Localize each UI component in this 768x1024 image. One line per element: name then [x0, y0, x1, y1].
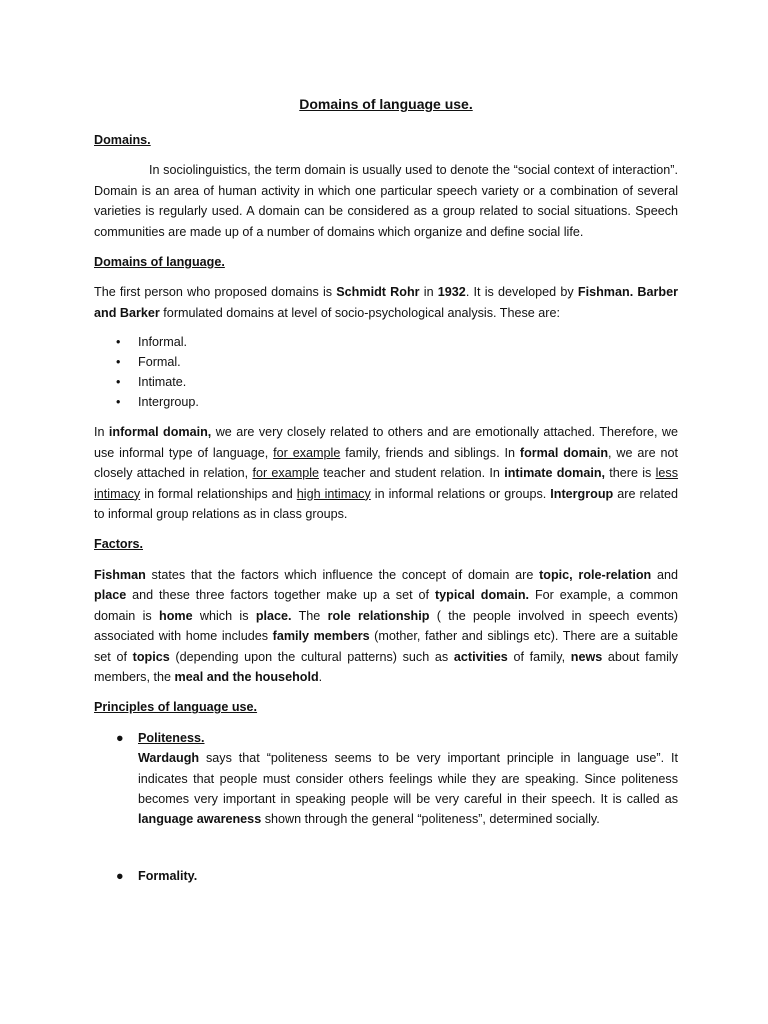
list-item-formality [94, 866, 678, 886]
bullet-icon: • [116, 355, 121, 370]
domain-types-list [94, 333, 678, 412]
list-item: • Formal. [94, 353, 678, 373]
list-item: • Intergroup. [94, 393, 678, 413]
politeness-paragraph: Wardaugh says that “politeness seems to be very important principle in language use”. It indicates that people must consider others feelings while they are speaking. Since politeness becomes very important in speaking people will be very careful in their speech. It is called as language awareness shown through the general “politeness”, determined socially. [138, 751, 678, 827]
spacer [94, 830, 678, 866]
domains-of-language-heading: Domains of language. [94, 255, 225, 270]
bullet-icon: • [116, 394, 121, 409]
list-item: • Intimate. [94, 373, 678, 393]
politeness-title: Politeness. [138, 730, 205, 745]
list-item: • Informal. [94, 333, 678, 353]
bullet-icon: • [116, 374, 121, 389]
list-item-politeness [94, 728, 678, 830]
factors-heading: Factors. [94, 537, 143, 552]
bullet-icon: • [116, 335, 121, 350]
document-page [94, 94, 678, 886]
document-title: Domains of language use. [299, 96, 473, 112]
round-bullet-icon: ● [116, 868, 124, 883]
principles-heading: Principles of language use. [94, 700, 258, 715]
factors-paragraph: Fishman states that the factors which influence the concept of domain are topic, role-relation and place and these three factors together make up a set of typical domain. For example, a common domain is home which is place. The role relationship ( the people involved in speech events) associated with home includes family members (mother, father and siblings etc). There are a suitable set of topics (depending upon the cultural patterns) such as activities of family, news about family members, the meal and the household. [94, 567, 678, 684]
principles-list [94, 728, 678, 886]
formality-title: Formality. [138, 868, 198, 883]
domain-explanation-paragraph: In informal domain, we are very closely related to others and are emotionally attached. Therefore, we use informal type of language, for example family, friends and siblings. In formal domain, we are not closely attached in relation, for example teacher and student relation. In intimate domain, there is less intimacy in formal relationships and high intimacy in informal relations or groups. Intergroup are related to informal group relations as in class groups. [94, 425, 679, 522]
domains-paragraph: In sociolinguistics, the term domain is usually used to denote the “social context of interaction”. Domain is an area of human activity in which one particular speech variety or a combination of several varieties is regularly used. A domain can be considered as a group related to social situations. Speech communities are made up of a number of domains which organize and define social life. [94, 163, 678, 239]
domains-of-language-paragraph: The first person who proposed domains is Schmidt Rohr in 1932. It is developed by Fishman. Barber and Barker formulated domains at level of socio-psychological analysis. These are: [94, 285, 678, 320]
round-bullet-icon: ● [116, 730, 124, 745]
domains-heading: Domains. [94, 133, 151, 147]
